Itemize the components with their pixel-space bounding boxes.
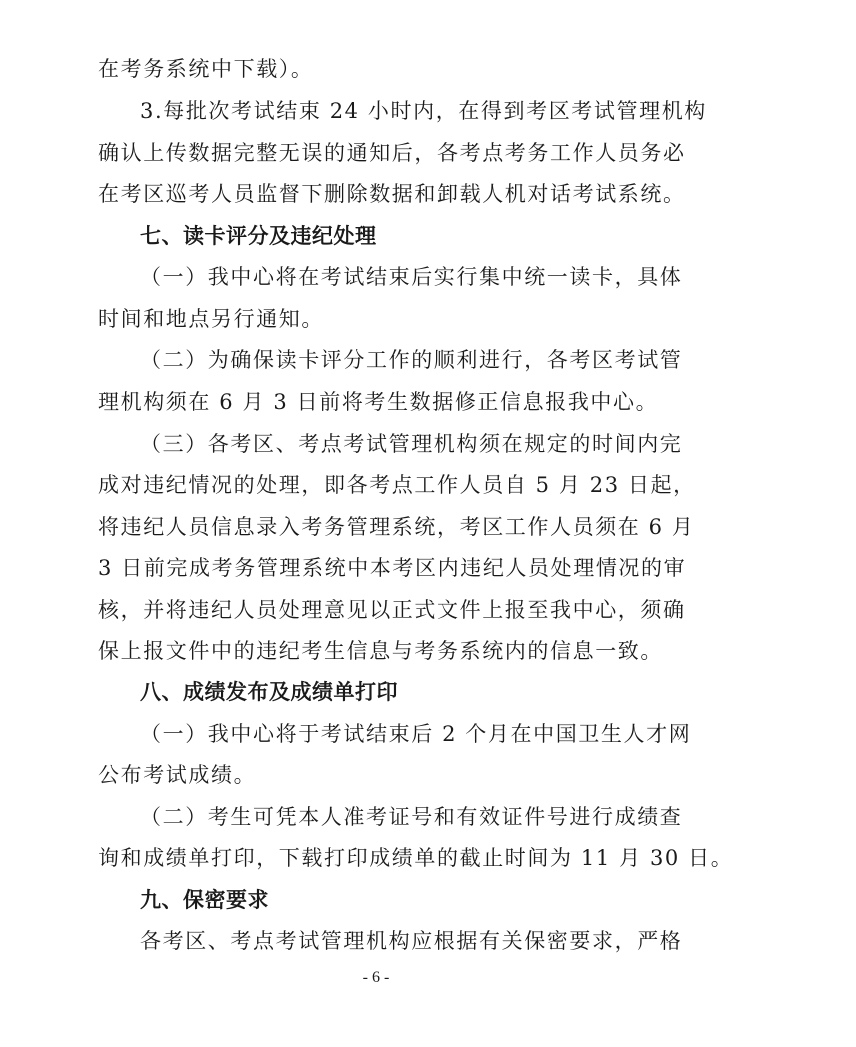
paragraph-line: （二）考生可凭本人准考证号和有效证件号进行成绩查 (140, 805, 683, 829)
paragraph-line: 3 日前完成考务管理系统中本考区内违纪人员处理情况的审 (98, 556, 687, 580)
paragraph-line: 理机构须在 6 月 3 日前将考生数据修正信息报我中心。 (98, 390, 659, 414)
paragraph-line: 询和成绩单打印，下载打印成绩单的截止时间为 11 月 30 日。 (98, 846, 734, 870)
paragraph-line: 时间和地点另行通知。 (98, 307, 324, 331)
paragraph-line: （一）我中心将在考试结束后实行集中统一读卡，具体 (140, 265, 683, 289)
paragraph-line: 确认上传数据完整无误的通知后，各考点考务工作人员务必 (98, 141, 686, 165)
paragraph-line: 核，并将违纪人员处理意见以正式文件上报至我中心，须确 (98, 598, 686, 622)
section-heading: 九、保密要求 (140, 888, 269, 912)
section-heading: 八、成绩发布及成绩单打印 (140, 680, 398, 704)
paragraph-line: 各考区、考点考试管理机构应根据有关保密要求，严格 (140, 929, 683, 953)
paragraph-line: 保上报文件中的违纪考生信息与考务系统内的信息一致。 (98, 639, 663, 663)
paragraph-line: 将违纪人员信息录入考务管理系统，考区工作人员须在 6 月 (98, 515, 695, 539)
paragraph-line: 成对违纪情况的处理，即各考点工作人员自 5 月 23 日起， (98, 473, 696, 497)
paragraph-line: （一）我中心将于考试结束后 2 个月在中国卫生人才网 (140, 722, 692, 746)
paragraph-line: 公布考试成绩。 (98, 763, 257, 787)
section-heading: 七、读卡评分及违纪处理 (140, 224, 377, 248)
paragraph-line: 3.每批次考试结束 24 小时内，在得到考区考试管理机构 (140, 99, 707, 123)
paragraph-line: 在考区巡考人员监督下删除数据和卸载人机对话考试系统。 (98, 182, 686, 206)
paragraph-line: （二）为确保读卡评分工作的顺利进行，各考区考试管 (140, 348, 683, 372)
page-number: - 6 - (362, 969, 390, 986)
paragraph-line: （三）各考区、考点考试管理机构须在规定的时间内完 (140, 432, 683, 456)
paragraph-line: 在考务系统中下载）。 (98, 57, 314, 81)
